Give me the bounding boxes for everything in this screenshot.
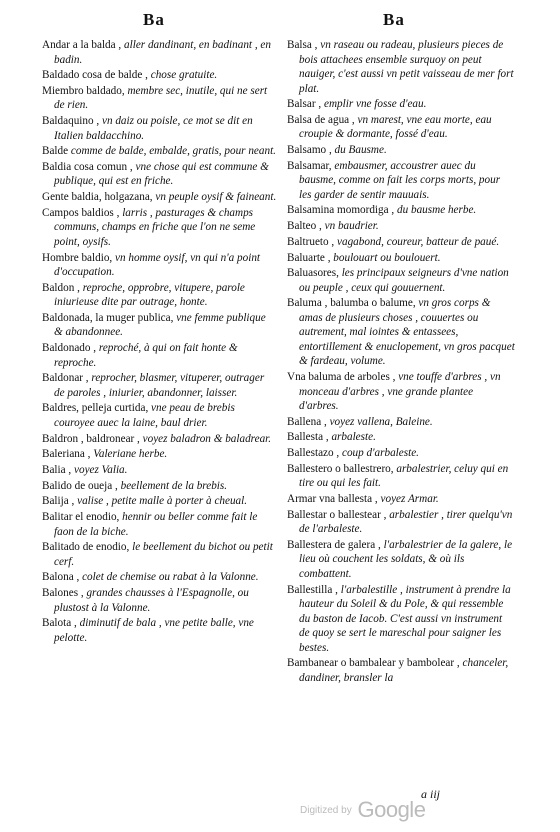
dictionary-entry — [287, 97, 515, 112]
entry-definition: du bausme herbe. — [397, 204, 477, 217]
entry-headword: Baldron , baldronear , — [42, 432, 140, 445]
entry-definition: arbaleste. — [331, 431, 376, 444]
entry-definition: membre sec, inutile, qui ne sert de rien. — [54, 84, 268, 112]
entry-headword: Balde — [42, 145, 69, 158]
dictionary-entry — [287, 113, 515, 142]
entry-definition: voyez vallena, Baleine. — [329, 415, 433, 428]
entry-definition: vn marest, vne eau morte, eau croupie & dormante, fossé d'eau. — [299, 113, 492, 141]
entry-definition: chanceler, dandiner, bransler la — [299, 657, 509, 684]
entry-definition: vn raseau ou radeau, plusieurs pieces de bois attachees ensemble surquoy on peut nauiger, c'est aussi vn petit vaisseau de mer fort plat. — [299, 39, 514, 95]
entry-headword: Balota , — [42, 617, 77, 630]
dictionary-entry — [287, 38, 515, 96]
digitized-watermark — [300, 797, 425, 823]
dictionary-entry — [42, 510, 277, 539]
entry-headword: Bambanear o bambalear y bambolear , — [287, 657, 460, 670]
dictionary-entry — [42, 311, 277, 340]
entry-headword: Baluma , balumba o balume, — [287, 297, 416, 310]
dictionary-entry — [42, 68, 277, 83]
dictionary-entry — [287, 446, 515, 461]
entry-definition: arbalestier , tirer quelqu'vn de l'arbaleste. — [299, 508, 513, 536]
dictionary-entry — [42, 371, 277, 400]
entry-definition: vne femme publique & abandonnee. — [54, 311, 266, 339]
entry-headword: Baldaquino , — [42, 115, 100, 128]
entry-definition: l'arbalestille , instrument à prendre la hauteur du Soleil & du Pole, & qui ressemble du baston de Iacob. C'est aussi vn instrument de quoy se sert le mareschal pour saigner les bestes. — [299, 583, 511, 654]
entry-headword: Ballestero o ballestrero, — [287, 462, 394, 475]
entry-headword: Balsamina momordiga , — [287, 204, 395, 217]
entry-definition: reprocher, blasmer, vituperer, outrager de paroles , iniurier, abandonner, laisser. — [54, 372, 265, 399]
dictionary-entry — [42, 586, 277, 615]
entry-headword: Vna baluma de arboles , — [287, 371, 396, 384]
dictionary-entry — [42, 463, 277, 478]
entry-definition: les principaux seigneurs d'vne nation ou peuple , ceux qui gouuernent. — [299, 267, 509, 294]
entry-definition: vne touffe d'arbres , vn monceau d'arbres , vne grande plantee d'arbres. — [299, 371, 501, 413]
entry-definition: voyez Armar. — [380, 493, 439, 505]
dictionary-entry — [287, 370, 515, 414]
signature-mark: a iij — [421, 787, 441, 801]
dictionary-entry — [287, 296, 515, 369]
entry-definition: voyez baladron & baladrear. — [142, 432, 272, 445]
dictionary-entry — [287, 656, 515, 685]
entry-definition: diminutif de bala , vne petite balle, vne pelotte. — [54, 617, 254, 644]
dictionary-entry — [287, 251, 515, 266]
dictionary-entry — [42, 341, 277, 370]
entry-definition: coup d'arbaleste. — [342, 447, 419, 460]
entry-headword: Baleriana , — [42, 448, 91, 461]
entry-definition: vne chose qui est commune & publique, qui est en friche. — [54, 160, 269, 188]
dictionary-entry — [287, 219, 515, 234]
dictionary-entry — [287, 235, 515, 250]
entry-headword: Balitar el enodio, — [42, 511, 120, 524]
entry-definition: vagabond, coureur, batteur de paué. — [337, 235, 500, 248]
dictionary-entry — [287, 430, 515, 445]
dictionary-entry — [287, 492, 515, 507]
entry-definition: reproché, à qui on fait honte & reproche. — [54, 342, 238, 369]
watermark-prefix: Digitized by — [300, 805, 352, 816]
dictionary-entry — [287, 462, 515, 491]
entry-definition: hennir ou beller comme fait le faon de la biche. — [54, 511, 258, 538]
entry-definition: colet de chemise ou rabat à la Valonne. — [82, 571, 259, 584]
entry-headword: Balsa de agua , — [287, 113, 355, 126]
entry-definition: aller dandinant, en badinant , en badin. — [54, 39, 271, 66]
right-column — [287, 38, 515, 686]
entry-definition: vn homme oysif, vn qui n'a point d'occupation. — [54, 251, 261, 278]
dictionary-entry — [42, 401, 277, 430]
entry-headword: Balsamar, — [287, 159, 332, 172]
dictionary-entry — [42, 281, 277, 310]
entry-definition: boulouart ou boulouert. — [333, 251, 441, 264]
entry-definition: arbalestrier, celuy qui en tire ou qui les fait. — [299, 462, 509, 490]
dictionary-entry — [42, 114, 277, 143]
entry-headword: Balteo , — [287, 220, 322, 233]
google-logo: Google — [357, 797, 426, 822]
entry-definition: reproche, opprobre, vitupere, parole iniurieuse dite par outrage, honte. — [54, 281, 245, 309]
dictionary-entry — [287, 415, 515, 430]
dictionary-entry — [287, 583, 515, 656]
entry-definition: Valeriane herbe. — [93, 448, 168, 461]
entry-definition: beellement de la brebis. — [120, 479, 228, 492]
entry-headword: Balsa , — [287, 39, 318, 51]
dictionary-entry — [42, 144, 277, 159]
entry-definition: vn baudrier. — [324, 220, 379, 233]
entry-headword: Miembro baldado, — [42, 84, 125, 97]
entry-headword: Baldonar , — [42, 372, 89, 385]
entry-definition: vn peuple oysif & faineant. — [155, 191, 277, 204]
dictionary-entry — [42, 84, 277, 113]
dictionary-entry — [287, 203, 515, 218]
entry-headword: Armar vna ballesta , — [287, 493, 378, 505]
dictionary-entry — [287, 143, 515, 158]
entry-headword: Baluarte , — [287, 251, 331, 264]
entry-headword: Andar a la balda , — [42, 39, 122, 51]
running-head-left: Ba — [143, 10, 165, 29]
entry-definition: grandes chausses à l'Espagnolle, ou plustost à la Valonne. — [54, 587, 249, 614]
dictionary-entry — [42, 160, 277, 189]
dictionary-entry — [42, 570, 277, 585]
dictionary-entry — [287, 266, 515, 295]
entry-headword: Ballestilla , — [287, 583, 338, 596]
entry-definition: vn daiz ou poisle, ce mot se dit en Italien baldacchino. — [54, 115, 253, 142]
entry-definition: valise , petite malle à porter à cheual. — [77, 495, 248, 508]
entry-headword: Baldonada, la muger publica, — [42, 311, 174, 324]
dictionary-entry — [42, 447, 277, 462]
dictionary-entry — [42, 190, 277, 205]
entry-headword: Hombre baldio, — [42, 251, 113, 264]
entry-definition: le beellement du bichot ou petit cerf. — [54, 541, 273, 568]
entry-headword: Ballesta , — [287, 431, 329, 444]
entry-headword: Ballestar o ballestear , — [287, 508, 387, 521]
entry-headword: Ballena , — [287, 415, 327, 428]
entry-headword: Balona , — [42, 571, 80, 584]
entry-definition: l'arbalestrier de la galere, le lieu où couchent les soldats, & où ils combattent. — [299, 538, 513, 580]
entry-headword: Baldia cosa comun , — [42, 160, 133, 173]
dictionary-entry — [287, 508, 515, 537]
entry-headword: Balitado de enodio, — [42, 541, 130, 554]
entry-headword: Balsamo , — [287, 144, 332, 157]
entry-definition: chose gratuite. — [150, 69, 218, 82]
entry-headword: Baltrueto , — [287, 235, 335, 248]
dictionary-entry — [42, 540, 277, 569]
dictionary-entry — [42, 616, 277, 645]
entry-headword: Balido de oueja , — [42, 479, 118, 492]
entry-definition: voyez Valia. — [74, 464, 128, 476]
entry-definition: embausmer, accoustrer auec du bausme, comme on fait les corps morts, pour les garder de sentir mauuais. — [299, 159, 501, 201]
entry-headword: Baluasores, — [287, 267, 339, 280]
entry-headword: Balija , — [42, 495, 75, 508]
entry-headword: Balones , — [42, 587, 84, 600]
entry-headword: Gente baldia, holgazana, — [42, 191, 153, 204]
entry-headword: Baldres, pelleja curtida, — [42, 402, 149, 415]
dictionary-entry — [42, 432, 277, 447]
entry-headword: Ballestazo , — [287, 447, 340, 460]
dictionary-entry — [42, 38, 277, 67]
entry-definition: emplir vne fosse d'eau. — [323, 98, 427, 111]
dictionary-entry — [42, 251, 277, 280]
entry-definition: du Bausme. — [334, 144, 387, 157]
entry-headword: Campos baldios , — [42, 206, 120, 219]
entry-headword: Balia , — [42, 464, 72, 476]
entry-definition: comme de balde, embalde, gratis, pour neant. — [70, 145, 276, 158]
entry-definition: vn gros corps & amas de plusieurs choses , couuertes ou autrement, mal iointes & entassees, entortillement & enuclopement, vn gros pacquet & fardeau, volume. — [299, 297, 515, 368]
entry-definition: vne peau de brebis couroyee auec la laine, baul drier. — [54, 402, 235, 429]
entry-headword: Baldon , — [42, 281, 80, 294]
dictionary-entry — [42, 206, 277, 250]
entry-headword: Ballestera de galera , — [287, 538, 381, 551]
dictionary-entry — [287, 159, 515, 203]
dictionary-entry — [287, 538, 515, 582]
left-column — [42, 38, 277, 647]
dictionary-entry — [42, 494, 277, 509]
entry-headword: Balsar , — [287, 98, 322, 111]
entry-definition: larris , pasturages & champs communs, champs en friche que l'on ne seme point, oysifs. — [54, 206, 256, 248]
entry-headword: Baldonado , — [42, 342, 97, 355]
running-head-right: Ba — [383, 10, 405, 29]
dictionary-entry — [42, 479, 277, 494]
entry-headword: Baldado cosa de balde , — [42, 69, 148, 82]
